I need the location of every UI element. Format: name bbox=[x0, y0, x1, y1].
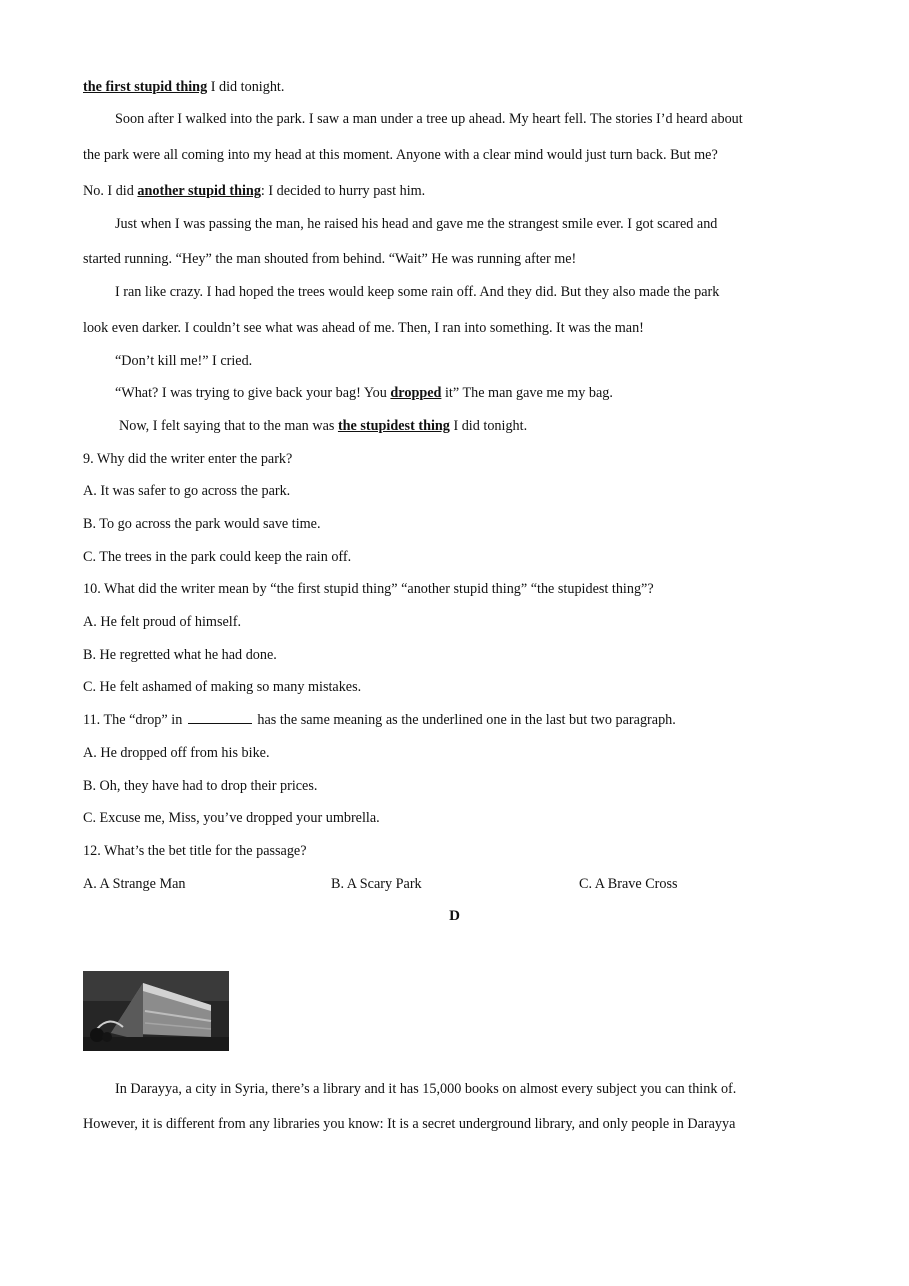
question-9: 9. Why did the writer enter the park? bbox=[83, 451, 293, 467]
section-d-line-2: However, it is different from any libraries you know: It is a secret underground library, and only people in Darayya bbox=[83, 1116, 736, 1132]
passage-line-10: “What? I was trying to give back your bag! You dropped it” The man gave me my bag. bbox=[115, 385, 613, 401]
section-d-line-1: In Darayya, a city in Syria, there’s a library and it has 15,000 books on almost every subject you can think of. bbox=[115, 1081, 737, 1097]
underlined-phrase: the first stupid thing bbox=[83, 79, 208, 95]
passage-line-5: Just when I was passing the man, he raised his head and gave me the strangest smile ever. I got scared and bbox=[115, 216, 718, 232]
underlined-word: dropped bbox=[390, 385, 442, 401]
passage-line-4: No. I did another stupid thing: I decided to hurry past him. bbox=[83, 183, 426, 199]
question-10: 10. What did the writer mean by “the first stupid thing” “another stupid thing” “the stupidest thing”? bbox=[83, 581, 654, 597]
underlined-phrase: another stupid thing bbox=[137, 183, 261, 199]
passage-line-6: started running. “Hey” the man shouted from behind. “Wait” He was running after me! bbox=[83, 251, 577, 267]
passage-line-3: the park were all coming into my head at this moment. Anyone with a clear mind would just turn back. But me? bbox=[83, 147, 718, 163]
option-9b: B. To go across the park would save time. bbox=[83, 516, 321, 532]
option-11c: C. Excuse me, Miss, you’ve dropped your umbrella. bbox=[83, 810, 380, 826]
option-12a: A. A Strange Man bbox=[83, 876, 186, 892]
question-12: 12. What’s the bet title for the passage? bbox=[83, 843, 307, 859]
passage-line-9: “Don’t kill me!” I cried. bbox=[115, 353, 253, 369]
option-9c: C. The trees in the park could keep the rain off. bbox=[83, 549, 352, 565]
section-d-heading: D bbox=[449, 908, 460, 924]
option-11b: B. Oh, they have had to drop their prices. bbox=[83, 778, 318, 794]
option-10b: B. He regretted what he had done. bbox=[83, 647, 277, 663]
option-11a: A. He dropped off from his bike. bbox=[83, 745, 270, 761]
option-9a: A. It was safer to go across the park. bbox=[83, 483, 291, 499]
question-11: 11. The “drop” in has the same meaning as the underlined one in the last but two paragraph. bbox=[83, 712, 676, 728]
passage-line-2: Soon after I walked into the park. I saw a man under a tree up ahead. My heart fell. The stories I’d heard about bbox=[115, 111, 743, 127]
option-12c: C. A Brave Cross bbox=[579, 876, 678, 892]
option-12b: B. A Scary Park bbox=[331, 876, 422, 892]
library-building-photo bbox=[83, 971, 229, 1051]
underlined-phrase: the stupidest thing bbox=[337, 418, 450, 434]
option-10a: A. He felt proud of himself. bbox=[83, 614, 241, 630]
passage-line-7: I ran like crazy. I had hoped the trees would keep some rain off. And they did. But they also made the park bbox=[115, 284, 720, 300]
passage-line-11: Now, I felt saying that to the man was the stupidest thing I did tonight. bbox=[119, 418, 528, 434]
passage-line-8: look even darker. I couldn’t see what was ahead of me. Then, I ran into something. It was the man! bbox=[83, 320, 644, 336]
building-illustration bbox=[83, 971, 229, 1051]
answer-blank bbox=[188, 711, 252, 724]
passage-line-1: the first stupid thing I did tonight. bbox=[83, 79, 285, 95]
option-10c: C. He felt ashamed of making so many mistakes. bbox=[83, 679, 362, 695]
